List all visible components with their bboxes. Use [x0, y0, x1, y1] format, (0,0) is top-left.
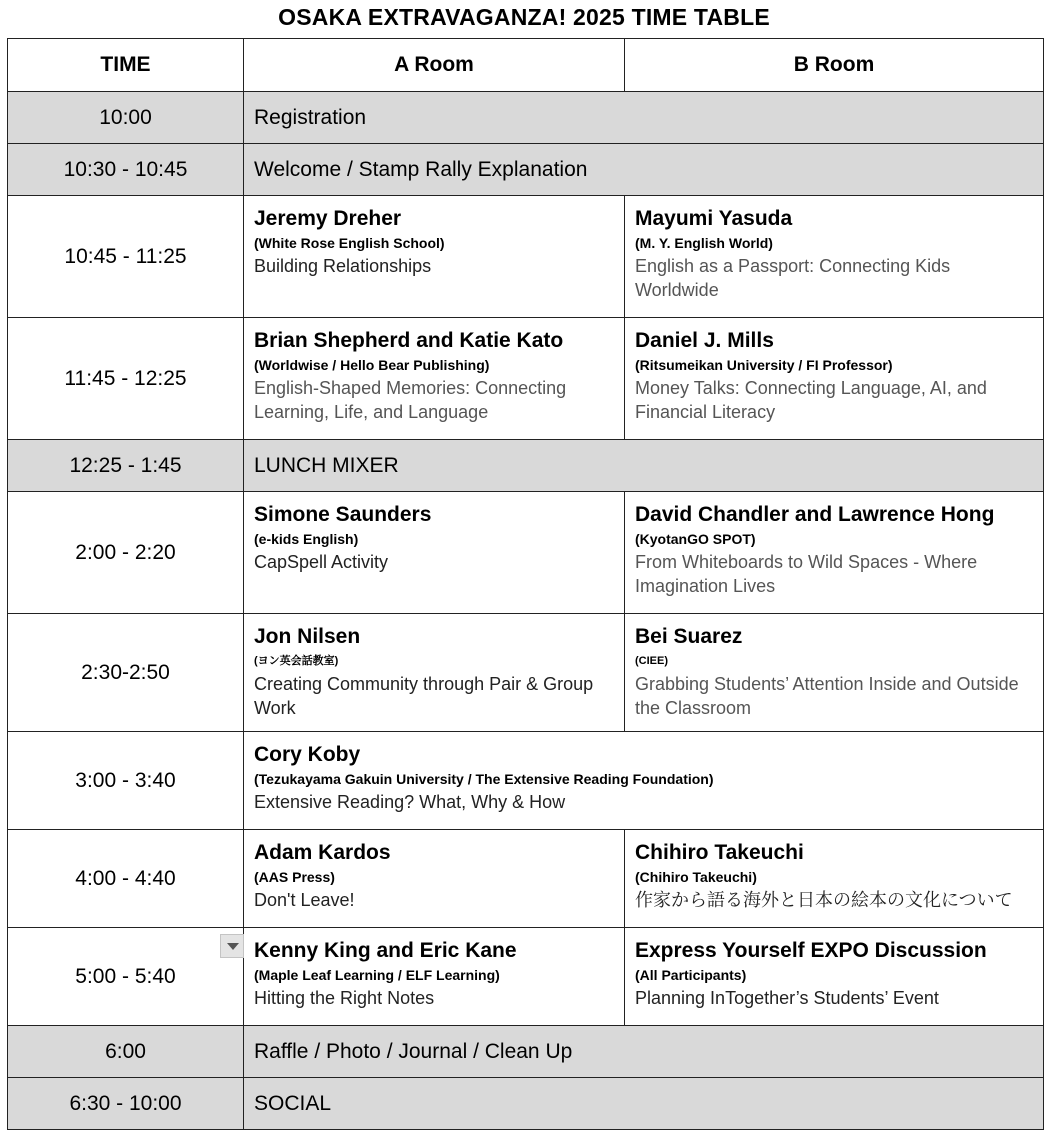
session-title: Grabbing Students’ Attention Inside and Outside the Classroom — [635, 674, 1019, 718]
event-cell: Raffle / Photo / Journal / Clean Up — [244, 1026, 1044, 1078]
session-title: Creating Community through Pair & Group Work — [254, 674, 594, 718]
speaker-affiliation: (M. Y. English World) — [635, 235, 773, 251]
b-room-session — [625, 196, 1044, 318]
event-cell: SOCIAL — [244, 1078, 1044, 1130]
speaker-name: Bei Suarez — [635, 625, 743, 648]
schedule-row — [8, 830, 1044, 928]
time-header: TIME — [8, 39, 244, 92]
time-cell: 3:00 - 3:40 — [8, 732, 244, 830]
speaker-name: Simone Saunders — [254, 503, 432, 526]
speaker-affiliation: (White Rose English School) — [254, 235, 445, 251]
schedule-row — [8, 492, 1044, 614]
a-room-session — [244, 830, 625, 928]
a-room-session — [244, 196, 625, 318]
speaker-affiliation: (Tezukayama Gakuin University / The Extensive Reading Foundation) — [254, 771, 714, 787]
joint-session — [244, 732, 1044, 830]
speaker-name: David Chandler and Lawrence Hong — [635, 503, 995, 526]
b-room-header: B Room — [625, 39, 1044, 92]
speaker-name: Mayumi Yasuda — [635, 207, 793, 230]
time-cell: 10:00 — [8, 92, 244, 144]
speaker-affiliation: (Ritsumeikan University / FI Professor) — [635, 357, 893, 373]
session-title: CapSpell Activity — [254, 552, 389, 572]
time-cell: 11:45 - 12:25 — [8, 318, 244, 440]
speaker-name: Chihiro Takeuchi — [635, 841, 804, 864]
schedule-row — [8, 614, 1044, 732]
schedule-row — [8, 440, 1044, 492]
event-cell: LUNCH MIXER — [244, 440, 1044, 492]
time-cell: 4:00 - 4:40 — [8, 830, 244, 928]
page-title: OSAKA EXTRAVAGANZA! 2025 TIME TABLE — [278, 4, 770, 30]
speaker-affiliation: (KyotanGO SPOT) — [635, 531, 756, 547]
b-room-session — [625, 492, 1044, 614]
time-text: 5:00 - 5:40 — [75, 964, 176, 988]
time-cell: 2:30-2:50 — [8, 614, 244, 732]
time-cell: 10:30 - 10:45 — [8, 144, 244, 196]
a-room-session — [244, 614, 625, 732]
b-room-session — [625, 318, 1044, 440]
event-cell: Welcome / Stamp Rally Explanation — [244, 144, 1044, 196]
session-title: English as a Passport: Connecting Kids Worldwide — [635, 256, 951, 300]
session-title: From Whiteboards to Wild Spaces - Where Imagination Lives — [635, 552, 978, 596]
speaker-affiliation: (ヨン英会話教室) — [254, 655, 339, 667]
speaker-affiliation: (CIEE) — [635, 655, 668, 667]
session-title: Building Relationships — [254, 256, 432, 276]
schedule-row — [8, 732, 1044, 830]
speaker-name: Kenny King and Eric Kane — [254, 939, 517, 962]
speaker-affiliation: (Worldwise / Hello Bear Publishing) — [254, 357, 490, 373]
session-title: Hitting the Right Notes — [254, 988, 435, 1008]
time-cell: 6:30 - 10:00 — [8, 1078, 244, 1130]
speaker-affiliation: (Maple Leaf Learning / ELF Learning) — [254, 967, 500, 983]
speaker-affiliation: (All Participants) — [635, 967, 747, 983]
schedule-row — [8, 92, 1044, 144]
a-room-session — [244, 928, 625, 1026]
schedule-row — [8, 1026, 1044, 1078]
speaker-name: Jeremy Dreher — [254, 207, 402, 230]
schedule-row — [8, 196, 1044, 318]
a-room-header: A Room — [244, 39, 625, 92]
session-title: Don't Leave! — [254, 890, 355, 910]
speaker-name: Jon Nilsen — [254, 625, 361, 648]
time-cell: 12:25 - 1:45 — [8, 440, 244, 492]
schedule-row — [8, 318, 1044, 440]
time-cell — [8, 928, 244, 1026]
session-title: Extensive Reading? What, Why & How — [254, 792, 566, 812]
speaker-name: Express Yourself EXPO Discussion — [635, 939, 987, 962]
session-title: 作家から語る海外と日本の絵本の文化について — [635, 890, 1013, 910]
b-room-session — [625, 830, 1044, 928]
time-cell: 6:00 — [8, 1026, 244, 1078]
b-room-session — [625, 928, 1044, 1026]
header-row — [8, 39, 1044, 92]
speaker-affiliation: (Chihiro Takeuchi) — [635, 869, 757, 885]
speaker-affiliation: (e-kids English) — [254, 531, 359, 547]
speaker-affiliation: (AAS Press) — [254, 869, 335, 885]
session-title: Planning InTogether’s Students’ Event — [635, 988, 939, 1008]
a-room-session — [244, 318, 625, 440]
a-room-session — [244, 492, 625, 614]
schedule-row — [8, 1078, 1044, 1130]
time-cell: 2:00 - 2:20 — [8, 492, 244, 614]
session-title: Money Talks: Connecting Language, AI, and Financial Literacy — [635, 378, 987, 422]
time-cell: 10:45 - 11:25 — [8, 196, 244, 318]
session-title: English-Shaped Memories: Connecting Learning, Life, and Language — [254, 378, 567, 422]
speaker-name: Adam Kardos — [254, 841, 391, 864]
schedule-row — [8, 928, 1044, 1026]
speaker-name: Brian Shepherd and Katie Kato — [254, 329, 564, 352]
event-cell: Registration — [244, 92, 1044, 144]
b-room-session — [625, 614, 1044, 732]
speaker-name: Daniel J. Mills — [635, 329, 774, 352]
schedule-row — [8, 144, 1044, 196]
timetable — [7, 38, 1044, 1130]
dropdown-arrow-icon[interactable] — [220, 934, 244, 958]
speaker-name: Cory Koby — [254, 743, 361, 766]
